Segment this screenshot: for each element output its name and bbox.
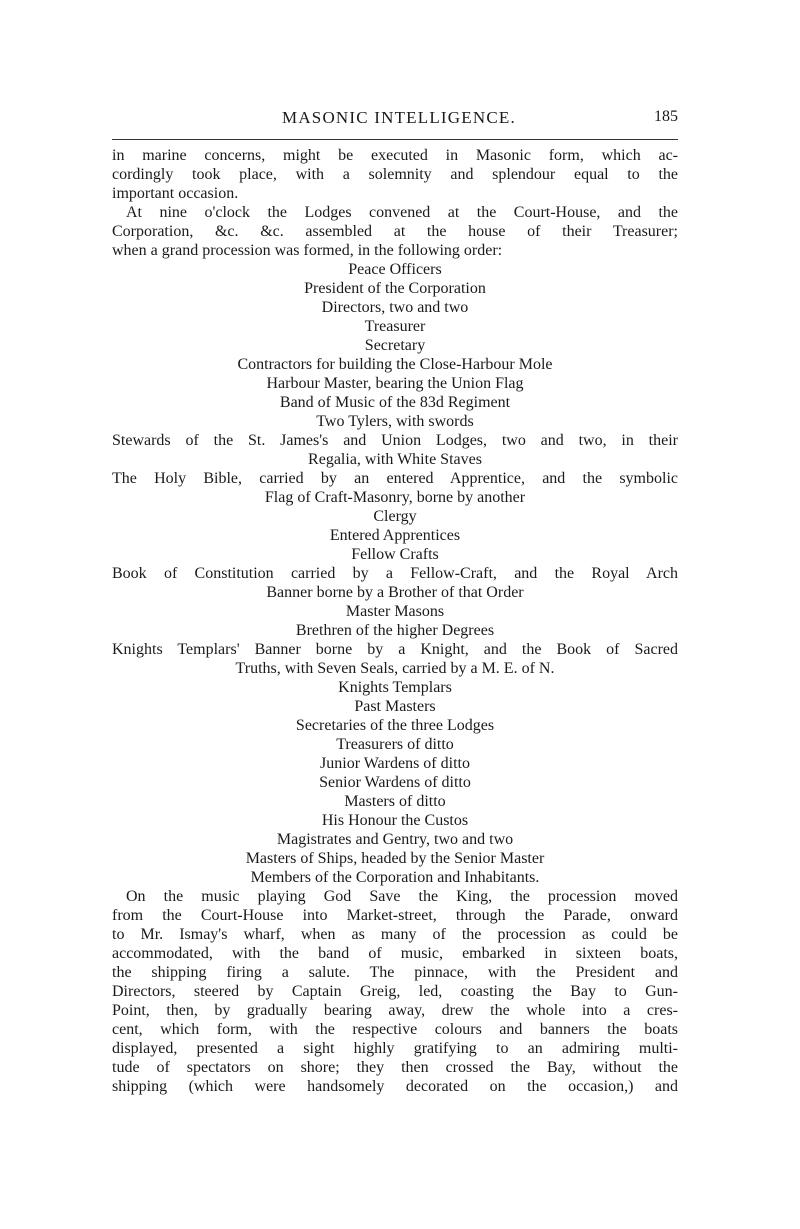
text-line: shipping (which were handsomely decorated on the occasion,) and: [112, 1078, 678, 1095]
text-line: accommodated, with the band of music, embarked in sixteen boats,: [112, 945, 678, 962]
procession-item: Contractors for building the Close-Harbour Mole: [237, 356, 553, 373]
text-line: tude of spectators on shore; they then crossed the Bay, without the: [112, 1059, 678, 1076]
procession-item: Entered Apprentices: [329, 527, 461, 544]
text-line: displayed, presented a sight highly gratifying to an admiring multi-: [112, 1040, 678, 1057]
procession-item: Past Masters: [354, 698, 436, 715]
text-line: cordingly took place, with a solemnity and splendour equal to the: [112, 166, 678, 183]
text-line: important occasion.: [112, 185, 239, 202]
procession-item: Master Masons: [345, 603, 445, 620]
procession-order-list: [112, 260, 678, 887]
procession-item: Masters of Ships, headed by the Senior Master: [245, 850, 545, 867]
procession-item: Junior Wardens of ditto: [320, 755, 470, 772]
procession-paragraph: [112, 203, 678, 260]
procession-item: Secretary: [364, 337, 426, 354]
procession-item: Brethren of the higher Degrees: [295, 622, 495, 639]
procession-item: Flag of Craft-Masonry, borne by another: [264, 489, 526, 506]
procession-item: Senior Wardens of ditto: [319, 774, 471, 791]
procession-item: The Holy Bible, carried by an entered Apprentice, and the symbolic: [112, 470, 678, 487]
procession-item: Directors, two and two: [321, 299, 469, 316]
header-rule: [112, 139, 678, 140]
procession-item: Book of Constitution carried by a Fellow-Craft, and the Royal Arch: [112, 565, 678, 582]
procession-item: Magistrates and Gentry, two and two: [276, 831, 514, 848]
procession-item: Regalia, with White Staves: [308, 451, 482, 468]
procession-item: Fellow Crafts: [351, 546, 439, 563]
text-line: in marine concerns, might be executed in Masonic form, which ac-: [112, 147, 678, 164]
text-line: On the music playing God Save the King, the procession moved: [126, 888, 678, 905]
text-line: Corporation, &c. &c. assembled at the house of their Treasurer;: [112, 223, 678, 240]
opening-paragraph: [112, 146, 678, 203]
text-line: from the Court-House into Market-street, through the Parade, onward: [112, 907, 678, 924]
procession-item: Clergy: [373, 508, 417, 525]
procession-item: Peace Officers: [348, 261, 442, 278]
text-line: when a grand procession was formed, in the following order:: [112, 242, 503, 259]
procession-item: Masters of ditto: [344, 793, 446, 810]
procession-item: Members of the Corporation and Inhabitants.: [250, 869, 540, 886]
procession-item: Treasurers of ditto: [336, 736, 454, 753]
procession-item: Knights Templars' Banner borne by a Knight, and the Book of Sacred: [112, 641, 678, 658]
procession-item: Banner borne by a Brother of that Order: [266, 584, 524, 601]
text-line: Point, then, by gradually bearing away, drew the whole into a cres-: [112, 1002, 678, 1019]
procession-item: Two Tylers, with swords: [316, 413, 474, 430]
text-line: At nine o'clock the Lodges convened at the Court-House, and the: [126, 204, 678, 221]
text-line: the shipping firing a salute. The pinnace, with the President and: [112, 964, 678, 981]
running-title: MASONIC INTELLIGENCE.: [282, 108, 516, 127]
page-header: [130, 108, 678, 132]
article-body: [112, 146, 678, 1096]
text-line: to Mr. Ismay's wharf, when as many of the procession as could be: [112, 926, 678, 943]
procession-item: Stewards of the St. James's and Union Lodges, two and two, in their: [112, 432, 678, 449]
page-number: 185: [654, 108, 678, 125]
procession-item: Secretaries of the three Lodges: [295, 717, 495, 734]
text-line: cent, which form, with the respective colours and banners the boats: [112, 1021, 678, 1038]
procession-item: Band of Music of the 83d Regiment: [279, 394, 511, 411]
procession-item: Truths, with Seven Seals, carried by a M. E. of N.: [235, 660, 555, 677]
procession-item: Treasurer: [364, 318, 426, 335]
text-line: Directors, steered by Captain Greig, led, coasting the Bay to Gun-: [112, 983, 678, 1000]
procession-item: Harbour Master, bearing the Union Flag: [266, 375, 524, 392]
closing-paragraph: [112, 887, 678, 1096]
procession-item: President of the Corporation: [304, 280, 486, 297]
procession-item: His Honour the Custos: [321, 812, 469, 829]
procession-item: Knights Templars: [338, 679, 452, 696]
